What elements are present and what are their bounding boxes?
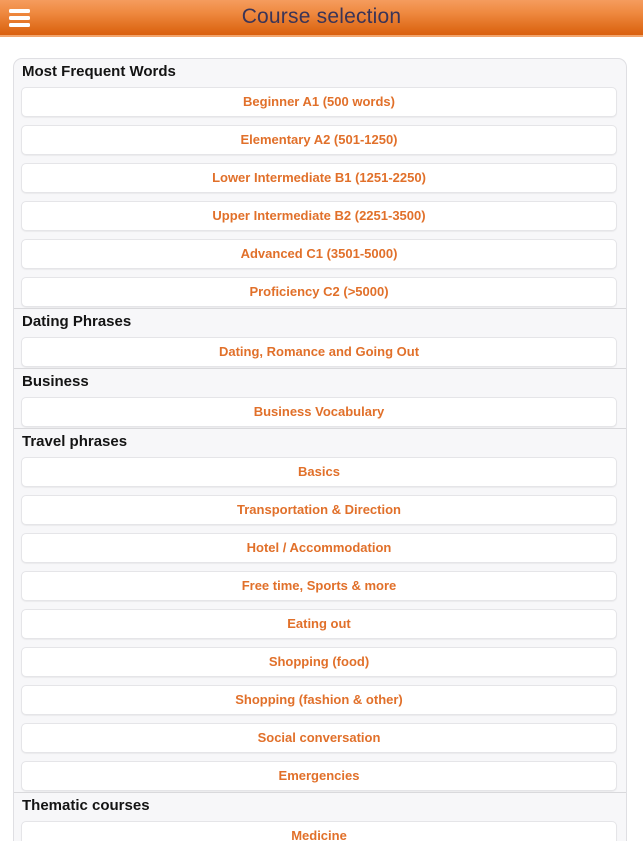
course-item-button[interactable]: Eating out [21,609,617,639]
course-section [14,59,626,307]
section-items [21,457,617,791]
hamburger-bar [9,9,30,13]
course-item-button[interactable]: Transportation & Direction [21,495,617,525]
course-section [14,308,626,367]
section-items [21,337,617,367]
course-item-button[interactable]: Free time, Sports & more [21,571,617,601]
course-item-button[interactable]: Lower Intermediate B1 (1251-2250) [21,163,617,193]
section-title: Most Frequent Words [22,63,176,80]
course-item-button[interactable]: Business Vocabulary [21,397,617,427]
course-item-button[interactable]: Medicine [21,821,617,841]
course-section [14,368,626,427]
course-item-button[interactable]: Social conversation [21,723,617,753]
course-item-button[interactable]: Advanced C1 (3501-5000) [21,239,617,269]
section-items [21,397,617,427]
page-title: Course selection [241,5,402,28]
course-list-panel [13,58,627,841]
course-item-button[interactable]: Proficiency C2 (>5000) [21,277,617,307]
course-item-button[interactable]: Upper Intermediate B2 (2251-3500) [21,201,617,231]
hamburger-bar [9,16,30,20]
course-item-button[interactable]: Shopping (food) [21,647,617,677]
course-section [14,792,626,841]
section-items [21,821,617,841]
hamburger-bar [9,23,30,27]
section-title: Dating Phrases [22,313,132,330]
course-item-button[interactable]: Elementary A2 (501-1250) [21,125,617,155]
app-header [0,0,643,37]
section-title: Business [22,373,89,390]
course-section [14,428,626,791]
course-item-button[interactable]: Dating, Romance and Going Out [21,337,617,367]
section-title: Thematic courses [22,797,150,814]
hamburger-menu-icon[interactable] [7,6,33,30]
course-item-button[interactable]: Emergencies [21,761,617,791]
section-title: Travel phrases [22,433,128,450]
course-item-button[interactable]: Hotel / Accommodation [21,533,617,563]
course-item-button[interactable]: Basics [21,457,617,487]
course-item-button[interactable]: Shopping (fashion & other) [21,685,617,715]
section-items [21,87,617,307]
course-item-button[interactable]: Beginner A1 (500 words) [21,87,617,117]
